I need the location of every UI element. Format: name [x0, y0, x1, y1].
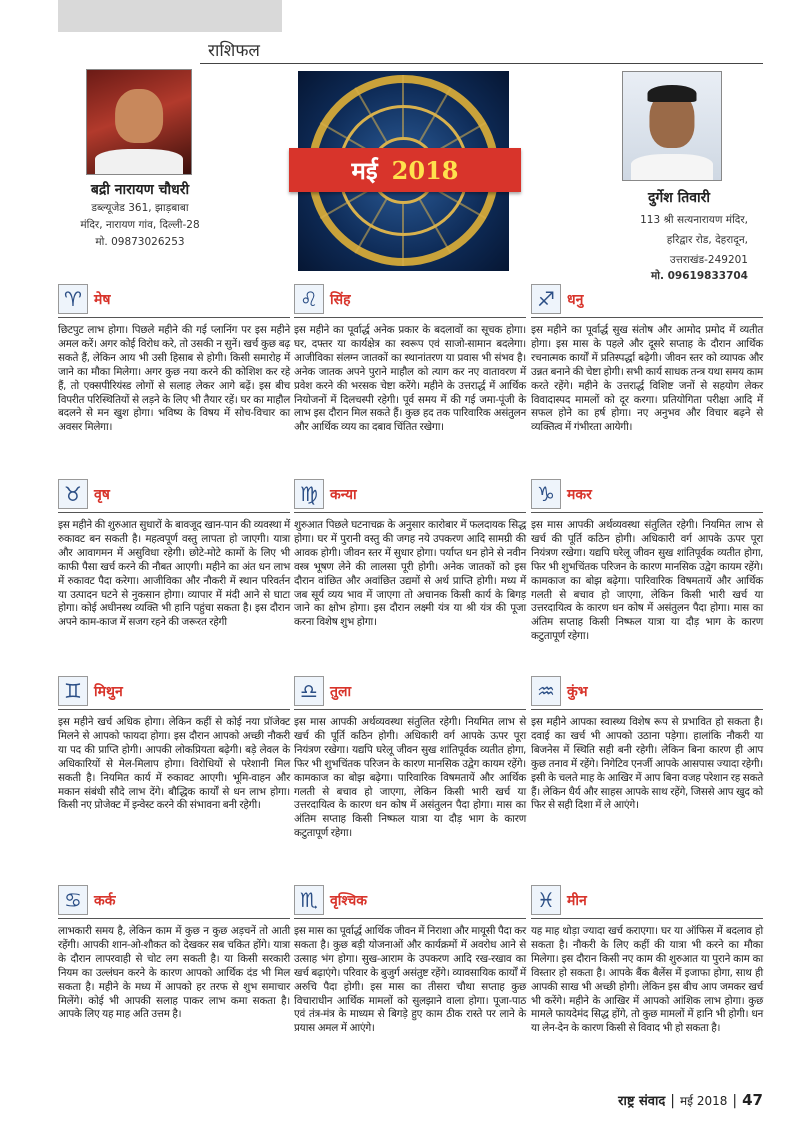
sign-block-makar [531, 479, 763, 644]
banner-year: 2018 [391, 155, 459, 185]
capricorn-icon: ♑ [531, 479, 561, 509]
top-gray-bar [58, 0, 282, 32]
sign-text: इस मास का पूर्वार्द्ध आर्थिक जीवन में निराशा और मायूसी पैदा कर सकता है। कुछ बड़ी योजनाओं और कार्यक्रमों में अवरोध आने से उत्साह भंग होगा। सुख-आराम के उपकरण आदि रख-रखाव का खर्च बढ़ाएंगे। परिवार के बुजुर्ग असंतुष्ट रहेंगे। व्यावसायिक कार्यों में अरुचि पैदा होगी। इस मास का तीसरा चौथा सप्ताह कुछ विचाराधीन आर्थिक मामलों को सुलझाने वाला होगा। पूजा-पाठ एवं तंत्र-मंत्र के माध्यम से बिगड़े हुए काम ठीक रास्ते पर लाने के प्रयास अमल में आएंगे। [294, 925, 526, 1035]
astrologer-address-right: हरिद्वार रोड, देहरादून, [666, 234, 748, 246]
sign-block-dhanu [531, 284, 763, 435]
footer-separator: | [732, 1093, 738, 1109]
sign-block-meen [531, 885, 763, 1036]
sign-name: धनु [567, 292, 584, 308]
sign-text: इस मास आपकी अर्थव्यवस्था संतुलित रहेगी। नियमित लाभ से खर्च की पूर्ति कठिन होगी। अधिकारी वर्ग आपके ऊपर पूरा नियंत्रण रखेगा। यद्यपि घरेलू जीवन सुख शांतिपूर्वक व्यतीत होगा, फिर भी शुभचिंतक परिजन के कारण मानसिक उद्वेग कायम रहेंगे। कामकाज का बोझ बढ़ेगा। पारिवारिक विषमतायें और आर्थिक गलती से बचाव हो जाएगा, लेकिन किसी भारी खर्च या उत्तरदायित्व के कारण धन कोष में असंतुलन पैदा होगा। मास का अंतिम सप्ताह किसी निष्फल यात्रा या दौड़ भाग के कारण कटुतापूर्ण रहेगा। [294, 716, 526, 840]
footer-separator: | [670, 1093, 675, 1109]
sign-name: मेष [94, 292, 111, 308]
sign-name: सिंह [330, 292, 351, 308]
gemini-icon: ♊ [58, 676, 88, 706]
astrologer-phone-left: मो. 09873026253 [95, 236, 185, 248]
astrologer-photo-left [86, 69, 192, 175]
sign-block-tula [294, 676, 526, 841]
sign-text: इस महीने आपका स्वास्थ्य विशेष रूप से प्रभावित हो सकता है। दवाई का खर्च भी आपको उठाना पड़ेगा। हालांकि नौकरी या बिजनेस में स्थिति सही बनी रहेगी। लेकिन बिना कारण ही आप कुछ तनाव में रहेंगे। निगेटिव एनर्जी आपके आसपास ज्यादा रहेगी। इसी के चलते माह के आखिर में आप बिना वजह परेशान रह सकते हैं। लेकिन धैर्य और साहस आपके साथ रहेंगे, जिससे आप खुद को फिर से सही दिशा में ले आएंगे। [531, 716, 763, 812]
virgo-icon: ♍ [294, 479, 324, 509]
pisces-icon: ♓ [531, 885, 561, 915]
sign-text: यह माह थोड़ा ज्यादा खर्च कराएगा। घर या ऑफिस में बदलाव हो सकता है। नौकरी के लिए कहीं की यात्रा भी करने का मौका मिलेगा। इस दौरान किसी नए काम की शुरुआत या पुराने काम का विस्तार हो सकता है। आपके बैंक बैलेंस में इजाफा होगा, साथ ही आपकी साख भी अच्छी होगी। लेकिन इस बीच आप जमकर खर्च भी करेंगे। महीने के आखिर में आपको आंशिक लाभ होगा। कुछ मामले फायदेमंद सिद्ध होंगे, तो कुछ मामलों में हानि भी होगी। धन या लेन-देन के कारण किसी से विवाद भी हो सकता है। [531, 925, 763, 1035]
sign-name: कर्क [94, 893, 116, 909]
sign-text: इस महीने का पूर्वार्द्ध सुख संतोष और आमोद प्रमोद में व्यतीत होगा। इस मास के पहले और दूसरे सप्ताह के दौरान आर्थिक रचनात्मक कार्यों में प्रतिस्पर्द्धा बढ़ेगी। जीवन स्तर को व्यापक और उन्नत बनाने की चेष्टा होगी। सभी कार्य साधक तन्त्र यथा समय काम करते रहेंगे। महीने के उत्तरार्द्ध विशिष्ट जनों से सहयोग लेकर विवादास्पद मामलों को दूर करगा। प्रतियोगिता परीक्षा आदि में सफल होने का हर्ष होगा। नए अनुभव और विचार बढ़ने से व्यक्तित्व में गंभीरता आयेगी। [531, 324, 763, 434]
libra-icon: ♎ [294, 676, 324, 706]
header-divider [200, 63, 763, 64]
sign-name: वृश्चिक [330, 893, 368, 909]
sign-text: शुरुआत पिछले घटनाचक्र के अनुसार कारोबार में फलदायक सिद्ध होगा। घर में पुरानी वस्तु की जगह नये उपकरण आदि सामग्री की आवक होगी। जीवन स्तर में सुधार होगा। पर्याप्त धन होने से नवीन वस्त्र भूषण लेने की लालसा पूरी होगी। अनेक जातकों को इस दौरान वांछित और अवांछित उद्यमों से अर्थ प्राप्ति होगी। मध्य में जब सूर्य व्यय भाव में जाएगा तो अचानक किसी कार्य के बिगड़ जाने का क्षोभ होगा। इस दौरान लक्ष्मी यंत्र या श्री यंत्र की पूजा करना विशेष शुभ होगा। [294, 519, 526, 629]
astrologer-address-left: डब्ल्यूजेड 361, झाड़बाबा [91, 202, 189, 214]
aquarius-icon: ♒ [531, 676, 561, 706]
aries-icon: ♈ [58, 284, 88, 314]
sign-name: मकर [567, 487, 592, 503]
banner-month: मई [351, 156, 378, 185]
sign-text: छिटपुट लाभ होगा। पिछले महीने की गई प्लानिंग पर इस महीने अमल करें। अगर कोई विरोध करे, तो उसकी न सुनें। खर्च कुछ बढ़ सकते हैं, लेकिन आय भी उसी हिसाब से होगी। किसी समारोह में जाने का मौका मिलेगा। अगर कुछ नया करने की कोशिश कर रहे हैं, तो एक्सपीरियंस्ड लोगों से सलाह लेकर आगे बढ़ें। इस बीच विपरीत परिस्थितियों से लड़ने के लिए भी तैयार रहें। घर का माहौल बदलने से मन खुश होगा। भविष्य के विषय में सोच-विचार का अवसर मिलेगा। [58, 324, 290, 434]
sign-text: इस महीने खर्च अधिक होगा। लेकिन कहीं से कोई नया प्रॉजेक्ट मिलने से आपको फायदा होगा। इस दौरान आपको अच्छी नौकरी या पद की प्राप्ति होगी। आपकी लोकप्रियता बढ़ेगी। बड़े लेवल के अधिकारियों से मेल-मिलाप होगा। विरोधियों से परेशानी मिल सकती है। नियमित कार्य में रुकावट आएगी। भूमि-वाहन और मकान संबंधी सौदे लाभ देंगे। बौद्धिक कार्यों से धन लाभ होगा। किसी नए प्रोजेक्ट में इन्वेस्ट करने की संभावना बनी रहेगी। [58, 716, 290, 812]
astrologer-name-right: दुर्गेश तिवारी [647, 190, 711, 206]
leo-icon: ♌ [294, 284, 324, 314]
sign-block-mithun [58, 676, 290, 813]
sign-name: कुंभ [567, 684, 588, 700]
sign-block-kumbh [531, 676, 763, 813]
sign-block-kark [58, 885, 290, 1022]
sign-name: मीन [567, 893, 587, 909]
sign-name: मिथुन [94, 684, 123, 700]
cancer-icon: ♋ [58, 885, 88, 915]
astrologer-address-right: 113 श्री सत्यनारायण मंदिर, [640, 214, 748, 226]
astrologer-address-left: मंदिर, नारायण गांव, दिल्ली-28 [80, 219, 200, 231]
scorpio-icon: ♏ [294, 885, 324, 915]
astrologer-photo-right [622, 71, 722, 181]
sign-block-vrishchik [294, 885, 526, 1036]
sign-name: वृष [94, 487, 110, 503]
astrologer-name-left: बद्री नारायण चौधरी [90, 182, 190, 198]
sign-name: तुला [330, 684, 352, 700]
sign-block-singh [294, 284, 526, 435]
sign-text: इस महीने की शुरुआत सुधारों के बावजूद खान-पान की व्यवस्था में रुकावट बन सकती है। महत्वपूर्ण वस्तु लापता हो जाएगी। यात्रा और आवागमन में असुविधा रहेगी। छोटे-मोटे कामों के लिए भी काफी पैसा खर्च करने की नौबत आएगी। महीने का अंत धन लाभ में रुकावट पैदा करेगा। आजीविका और नौकरी में स्थान परिवर्तन या उत्पादन घटने से नुकसान होगा। व्यापार में मंदी आने से घाटा होगा। कोई अधीनस्थ व्यक्ति भी हानि पहुंचा सकता है। इस दौरान अपने काम-काज में सजग रहने की जरूरत रहेगी [58, 519, 290, 629]
astrologer-address-right: उत्तराखंड-249201 [669, 254, 748, 266]
sign-text: इस मास आपकी अर्थव्यवस्था संतुलित रहेगी। नियमित लाभ से खर्च की पूर्ति कठिन होगी। अधिकारी वर्ग आपके ऊपर पूरा नियंत्रण रखेगा। यद्यपि घरेलू जीवन सुख शांतिपूर्वक व्यतीत होगा, फिर भी शुभचिंतक परिजन के कारण मानसिक उद्वेग कायम रहेंगे। कामकाज का बोझ बढ़ेगा। पारिवारिक विषमतायें और आर्थिक गलती से बचाव हो जाएगा, लेकिन किसी भारी खर्च या उत्तरदायित्व के कारण धन कोष में असंतुलन पैदा होगा। मास का अंतिम सप्ताह किसी निष्फल यात्रा या दौड़ भाग के कारण कटुतापूर्ण रहेगा। [531, 519, 763, 643]
sagittarius-icon: ♐ [531, 284, 561, 314]
issue-date: मई 2018 [679, 1094, 728, 1108]
astrologer-phone-right: मो. 09619833704 [650, 270, 748, 282]
month-banner [289, 148, 521, 192]
sign-block-vrish [58, 479, 290, 630]
section-title: राशिफल [208, 41, 260, 61]
page-number: 47 [742, 1091, 763, 1109]
page-footer [618, 1091, 763, 1109]
sign-text: लाभकारी समय है, लेकिन काम में कुछ न कुछ अड़चनें तो आती रहेंगी। आपकी शान-ओ-शौकत को देखकर सब चकित होंगे। यात्रा के दौरान लापरवाही से चोट लग सकती है। या किसी सरकारी नियम का उल्लंघन करने के कारण आपको आर्थिक दंड भी मिल सकता है। महीने के मध्य में आपको हर तरफ से शुभ समाचार मिलेंगे। कोई भी आपकी सलाह पाकर लाभ कमा सकता है। आपके लिए यह माह अति उत्तम है। [58, 925, 290, 1021]
magazine-name: राष्ट्र संवाद [618, 1094, 666, 1109]
sign-text: इस महीने का पूर्वार्द्ध अनेक प्रकार के बदलावों का सूचक होगा। घर, दफ्तर या कार्यक्षेत्र का स्वरूप एवं साजो-सामान बदलेगा। आजीविका संलग्न जातकों का स्थानांतरण या प्रवास भी संभव है। अनेक जातक अपने पुराने माहौल को त्याग कर नए वातावरण में प्रवेश करने की भरसक चेष्टा करेंगे। महीने के उत्तरार्द्ध में आर्थिक नियोजनों में दिलचस्पी रहेगी। पूर्व समय में की गई जमा-पूंजी के लाभ इस दौरान मिल सकते हैं। कुछ हद तक पारिवारिक असंतुलन और आर्थिक व्यय का दबाव चिंतित रखेगा। [294, 324, 526, 434]
sign-block-kanya [294, 479, 526, 630]
sign-block-mesh [58, 284, 290, 435]
sign-name: कन्या [330, 487, 357, 503]
taurus-icon: ♉ [58, 479, 88, 509]
